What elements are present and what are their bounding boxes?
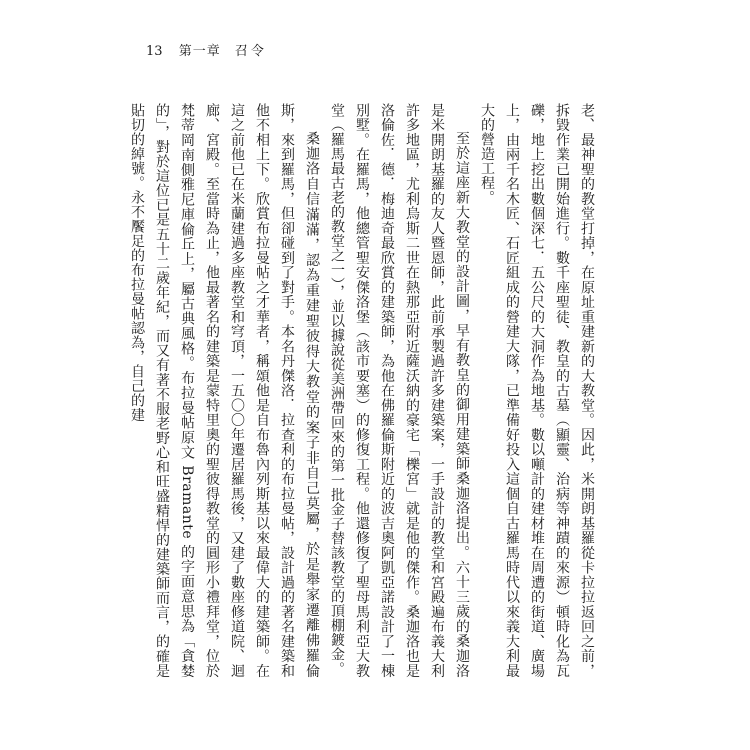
paragraph-1: 老、最神聖的教堂打掉，在原址重建新的大教堂。因此，米開朗基羅從卡拉拉返回之前，拆毀作業已開始進行。數千座聖徒、教皇的古墓（顯靈、治病等神蹟的來源）頓時化為瓦礫，地上挖出數個深七．五公尺的大洞作為地基。數以噸計的建材堆在周遭的街道、廣場上，由兩千名木匠、石匠組成的營建大隊，已準備好投入這個自古羅馬時代以來義大利最大的營造工程。 bbox=[479, 103, 595, 678]
paragraph-3: 桑迦洛自信滿滿，認為重建聖彼得大教堂的案子非自己莫屬，於是舉家遷離佛羅倫斯，來到羅馬，但卻碰到了對手。本名丹傑洛．拉查利的布拉曼帖，設計過的著名建築和他不相上下。欣賞布拉曼帖之才華者，稱頌他是自布魯內列斯基以來最偉大的建築師。在這之前他已在米蘭建過多座教堂和穹頂，一五〇〇年遷居羅馬後，又建了數座修道院、迴廊、宮殿。至當時為止，他最著名的建築是蒙特里奧的聖彼得教堂的圓形小禮拜堂，位於梵蒂岡南側雅尼庫倫丘上，屬古典風格。布拉曼帖原文 Bramante 的字面意思為「貪婪的」，對於這位已是五十二歲年紀，而又有著不服老野心和旺盛精悍的建築師而言，的確是貼切的綽號。永不饜足的布拉曼帖認為，自己的建 bbox=[129, 103, 320, 678]
page-number: 13 bbox=[146, 44, 163, 59]
body-text bbox=[129, 103, 599, 678]
running-header bbox=[146, 44, 267, 60]
chapter-label: 第一章 bbox=[178, 44, 221, 59]
paragraph-2: 至於這座新大教堂的設計圖，早有教皇的御用建築師桑迦洛提出。六十三歲的桑迦洛是米開朗基羅的友人暨恩師，此前承製過許多建築案，一手設計的教堂和宮殿遍布義大利許多地區，尤利烏斯二世在熱那亞附近薩沃納的豪宅「櫟宮」就是他的傑作。桑迦洛也是洛倫佐．德．梅迪奇最欣賞的建築師，為他在佛羅倫斯附近的波吉奧阿凱亞諾設計了一棟別墅。在羅馬，他總管聖安傑洛堡（該市要塞）的修復工程。他還修復了聖母馬利亞大教堂（羅馬最古老的教堂之一），並以據說從美洲帶回來的第一批金子替該教堂的頂棚鍍金。 bbox=[329, 103, 470, 678]
chapter-title: 召令 bbox=[234, 44, 267, 59]
